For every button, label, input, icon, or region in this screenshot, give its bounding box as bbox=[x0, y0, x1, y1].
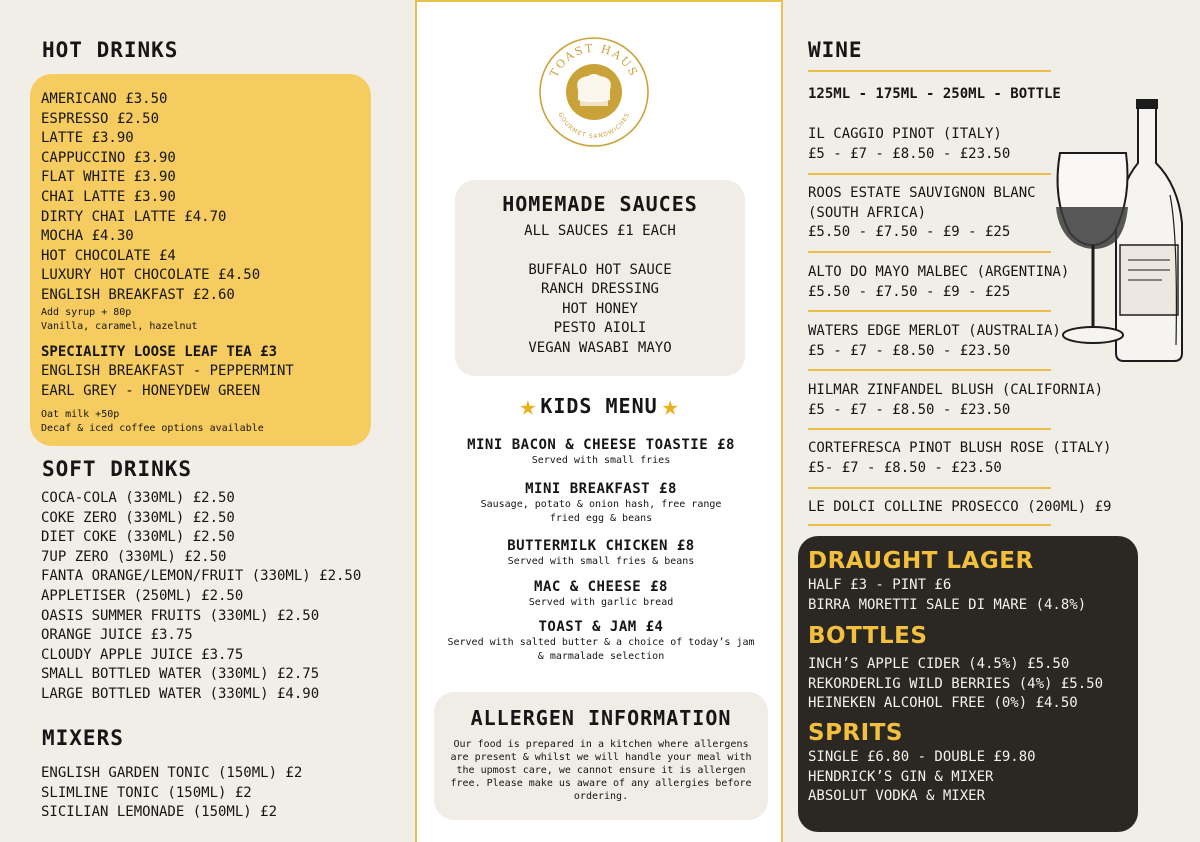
kids-item bbox=[417, 537, 785, 569]
allergen-text: ordering. bbox=[573, 791, 629, 802]
divider bbox=[808, 487, 1051, 489]
kids-item-name: TOAST & JAM £4 bbox=[538, 619, 664, 635]
soft-drink-item: ORANGE JUICE £3.75 bbox=[41, 627, 193, 644]
kids-item bbox=[417, 578, 785, 610]
wine-price: £5- £7 - £8.50 - £23.50 bbox=[808, 459, 1002, 476]
star-icon: ★ bbox=[661, 389, 679, 422]
wine-item bbox=[808, 184, 1036, 243]
bottle-item: INCH’S APPLE CIDER (4.5%) £5.50 bbox=[808, 656, 1070, 673]
wine-illustration bbox=[1050, 95, 1195, 370]
draught-title: DRAUGHT LAGER bbox=[808, 548, 1034, 574]
sprits-title: SPRITS bbox=[808, 719, 903, 746]
wine-bottle-glass-icon bbox=[1050, 95, 1195, 370]
kids-item bbox=[417, 618, 785, 664]
hot-drink-item: LATTE £3.90 bbox=[41, 130, 134, 147]
wine-item bbox=[808, 263, 1069, 302]
hot-drink-item: CHAI LATTE £3.90 bbox=[41, 188, 176, 205]
soft-drink-item: APPLETISER (250ML) £2.50 bbox=[41, 587, 244, 604]
kids-item-desc: Served with small fries bbox=[531, 455, 671, 466]
kids-title: KIDS MENU bbox=[540, 394, 658, 418]
hot-drink-item: ESPRESSO £2.50 bbox=[41, 110, 160, 127]
tea-line: EARL GREY - HONEYDEW GREEN bbox=[41, 382, 261, 399]
divider bbox=[808, 310, 1051, 312]
wine-name: HILMAR ZINFANDEL BLUSH (CALIFORNIA) bbox=[808, 382, 1104, 398]
soft-drink-item: OASIS SUMMER FRUITS (330ML) £2.50 bbox=[41, 607, 320, 624]
hot-drink-item: FLAT WHITE £3.90 bbox=[41, 169, 176, 186]
soft-drink-item: COCA-COLA (330ML) £2.50 bbox=[41, 490, 235, 506]
wine-name: IL CAGGIO PINOT (ITALY) bbox=[808, 126, 1002, 142]
wine-name: CORTEFRESCA PINOT BLUSH ROSE (ITALY) bbox=[808, 440, 1112, 456]
hot-drinks-panel bbox=[30, 74, 371, 446]
sauce-item: BUFFALO HOT SAUCE bbox=[528, 261, 672, 278]
allergen-text: free. Please make us aware of any allergies before bbox=[450, 778, 752, 789]
beer-spirits-panel bbox=[798, 536, 1138, 832]
soft-drink-item: CLOUDY APPLE JUICE £3.75 bbox=[41, 646, 244, 663]
soft-drink-item: DIET COKE (330ML) £2.50 bbox=[41, 529, 235, 546]
allergen-text: the upmost care, we cannot ensure it is allergen bbox=[456, 765, 746, 776]
allergen-card bbox=[434, 692, 768, 820]
soft-drinks-list bbox=[41, 489, 361, 705]
divider bbox=[808, 251, 1051, 253]
hot-drink-item: ENGLISH BREAKFAST £2.60 bbox=[41, 286, 235, 303]
allergen-text: are present & whilst we will handle your meal with bbox=[450, 752, 752, 763]
sprit-item: SINGLE £6.80 - DOUBLE £9.80 bbox=[808, 748, 1036, 765]
star-icon: ★ bbox=[519, 389, 537, 422]
kids-item-desc: Served with garlic bread bbox=[528, 597, 674, 608]
kids-item-desc: Served with salted butter & a choice of today’s jam bbox=[447, 637, 755, 648]
divider bbox=[808, 369, 1051, 371]
hot-drink-item: LUXURY HOT CHOCOLATE £4.50 bbox=[41, 267, 261, 284]
wine-item bbox=[808, 322, 1061, 361]
logo-emblem bbox=[538, 30, 650, 152]
hot-drink-item: DIRTY CHAI LATTE £4.70 bbox=[41, 208, 227, 225]
kids-title-row bbox=[417, 389, 781, 422]
hot-drink-item: MOCHA £4.30 bbox=[41, 228, 134, 245]
wine-name: ALTO DO MAYO MALBEC (ARGENTINA) bbox=[808, 264, 1070, 280]
kids-item-desc: Sausage, potato & onion hash, free range bbox=[480, 499, 722, 510]
kids-item-name: MAC & CHEESE £8 bbox=[534, 579, 668, 595]
sauce-item: HOT HONEY bbox=[562, 300, 638, 317]
center-panel bbox=[415, 0, 783, 842]
syrup-flavours: Vanilla, caramel, hazelnut bbox=[41, 320, 198, 332]
wine-item bbox=[808, 125, 1010, 164]
hot-drink-item: HOT CHOCOLATE £4 bbox=[41, 247, 176, 264]
decaf-note: Decaf & iced coffee options available bbox=[41, 423, 264, 435]
mixers-title: MIXERS bbox=[42, 726, 124, 750]
sauce-item: RANCH DRESSING bbox=[540, 281, 659, 298]
divider bbox=[808, 524, 1051, 526]
wine-name: WATERS EDGE MERLOT (AUSTRALIA) bbox=[808, 323, 1061, 339]
wine-item bbox=[808, 439, 1111, 478]
wine-title: WINE bbox=[808, 38, 863, 62]
allergen-text: Our food is prepared in a kitchen where allergens bbox=[453, 739, 749, 750]
sauce-item: PESTO AIOLI bbox=[553, 320, 647, 337]
syrup-note: Add syrup + 80p bbox=[41, 306, 132, 318]
bottle-item: HEINEKEN ALCOHOL FREE (0%) £4.50 bbox=[808, 695, 1078, 712]
sprit-item: ABSOLUT VODKA & MIXER bbox=[808, 788, 986, 805]
kids-item-desc: fried egg & beans bbox=[549, 513, 653, 524]
sauces-card bbox=[455, 180, 745, 376]
hot-drink-item: CAPPUCCINO £3.90 bbox=[41, 149, 176, 166]
mixers-list bbox=[41, 764, 302, 823]
wine-price: £5 - £7 - £8.50 - £23.50 bbox=[808, 145, 1011, 162]
wine-item bbox=[808, 381, 1103, 420]
sauce-item: VEGAN WASABI MAYO bbox=[528, 339, 672, 356]
allergen-title: ALLERGEN INFORMATION bbox=[470, 706, 732, 730]
soft-drink-item: SMALL BOTTLED WATER (330ML) £2.75 bbox=[41, 666, 320, 683]
soft-drink-item: COKE ZERO (330ML) £2.50 bbox=[41, 509, 235, 526]
wine-price: £5 - £7 - £8.50 - £23.50 bbox=[808, 401, 1011, 418]
wine-price: £5.50 - £7.50 - £9 - £25 bbox=[808, 283, 1011, 300]
hot-drink-item: AMERICANO £3.50 bbox=[41, 91, 168, 107]
soft-drink-item: LARGE BOTTLED WATER (330ML) £4.90 bbox=[41, 685, 320, 702]
kids-item bbox=[417, 436, 785, 468]
soft-drink-item: 7UP ZERO (330ML) £2.50 bbox=[41, 548, 227, 565]
sauces-subtitle: ALL SAUCES £1 EACH bbox=[524, 223, 676, 239]
wine-price: £5.50 - £7.50 - £9 - £25 bbox=[808, 224, 1011, 241]
wine-price: £5 - £7 - £8.50 - £23.50 bbox=[808, 342, 1011, 359]
kids-item-desc: & marmalade selection bbox=[537, 651, 665, 662]
mixer-item: ENGLISH GARDEN TONIC (150ML) £2 bbox=[41, 765, 303, 781]
oat-note: Oat milk +50p bbox=[41, 409, 120, 421]
tea-title: SPECIALITY LOOSE LEAF TEA £3 bbox=[41, 343, 278, 360]
wine-name: ROOS ESTATE SAUVIGNON BLANC bbox=[808, 185, 1036, 201]
divider bbox=[808, 428, 1051, 430]
logo-top-text: TOAST HAUS bbox=[547, 41, 641, 80]
draught-line: BIRRA MORETTI SALE DI MARE (4.8%) bbox=[808, 596, 1087, 613]
kids-item-name: MINI BREAKFAST £8 bbox=[525, 481, 677, 497]
wine-name: (SOUTH AFRICA) bbox=[808, 204, 927, 221]
bottles-title: BOTTLES bbox=[808, 623, 928, 650]
draught-line: HALF £3 - PINT £6 bbox=[808, 577, 952, 593]
sauces-title: HOMEMADE SAUCES bbox=[502, 192, 698, 216]
prosecco-item: LE DOLCI COLLINE PROSECCO (200ML) £9 bbox=[808, 499, 1112, 515]
toast-haus-logo bbox=[538, 30, 650, 152]
kids-item-name: MINI BACON & CHEESE TOASTIE £8 bbox=[467, 437, 735, 453]
hot-drinks-title: HOT DRINKS bbox=[42, 38, 179, 62]
divider bbox=[808, 70, 1051, 72]
logo-bottom-text: GOURMET SANDWICHES bbox=[556, 111, 632, 141]
soft-drink-item: FANTA ORANGE/LEMON/FRUIT (330ML) £2.50 bbox=[41, 568, 362, 585]
mixer-item: SICILIAN LEMONADE (150ML) £2 bbox=[41, 804, 278, 821]
divider bbox=[808, 173, 1051, 175]
soft-drinks-title: SOFT DRINKS bbox=[42, 457, 193, 481]
mixer-item: SLIMLINE TONIC (150ML) £2 bbox=[41, 784, 252, 801]
tea-line: ENGLISH BREAKFAST - PEPPERMINT bbox=[41, 363, 294, 380]
kids-item-desc: Served with small fries & beans bbox=[507, 556, 695, 567]
wine-sizes: 125ML - 175ML - 250ML - BOTTLE bbox=[808, 86, 1061, 102]
kids-menu-list bbox=[417, 436, 785, 664]
bottle-item: REKORDERLIG WILD BERRIES (4%) £5.50 bbox=[808, 675, 1104, 692]
sprit-item: HENDRICK’S GIN & MIXER bbox=[808, 768, 994, 785]
kids-item bbox=[417, 480, 785, 526]
kids-item-name: BUTTERMILK CHICKEN £8 bbox=[507, 538, 695, 554]
